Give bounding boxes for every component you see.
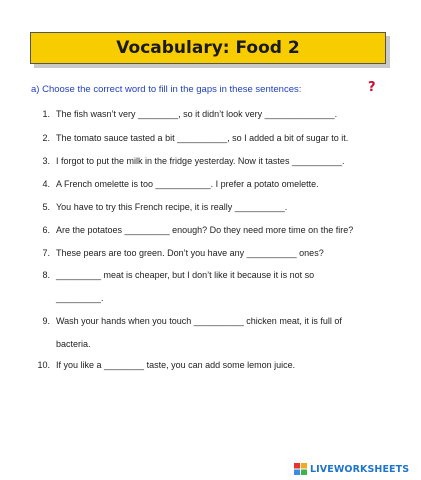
list-item-continuation [0, 336, 421, 352]
sentence-text: _________ meat is cheaper, but I don’t like it because it is not so [56, 270, 315, 280]
sentence-text: Wash your hands when you touch __________ chicken meat, it is full of [56, 316, 342, 326]
sentence-text: I forgot to put the milk in the fridge yesterday. Now it tastes __________. [56, 156, 345, 166]
instruction-text: a) Choose the correct word to fill in the gaps in these sentences: [31, 84, 302, 95]
sentence-text: bacteria. [56, 339, 91, 349]
item-number: 4. [42, 179, 50, 189]
list-item [0, 267, 421, 283]
sentence-text: These pears are too green. Don’t you have any __________ ones? [56, 248, 324, 258]
brand-name: LIVEWORKSHEETS [310, 463, 410, 475]
help-icon[interactable]: ? [368, 80, 376, 95]
sentence-text: _________. [56, 293, 104, 303]
list-item [0, 313, 421, 329]
sentence-text: The fish wasn’t very ________, so it didn’t look very ______________. [56, 109, 338, 119]
sentence-text: If you like a ________ taste, you can add some lemon juice. [56, 360, 296, 370]
item-number: 5. [42, 202, 50, 212]
list-item [0, 199, 421, 215]
list-item [0, 106, 421, 122]
item-number: 2. [42, 133, 50, 143]
item-number: 9. [42, 316, 50, 326]
item-number: 6. [42, 225, 50, 235]
list-item [0, 130, 421, 146]
item-number: 10. [37, 360, 50, 370]
sentence-text: The tomato sauce tasted a bit __________, so I added a bit of sugar to it. [56, 133, 349, 143]
sentence-text: Are the potatoes _________ enough? Do they need more time on the fire? [56, 225, 354, 235]
page-title: Vocabulary: Food 2 [116, 38, 300, 58]
title-banner [30, 32, 386, 64]
sentence-text: You have to try this French recipe, it is really __________. [56, 202, 288, 212]
item-number: 3. [42, 156, 50, 166]
list-item [0, 245, 421, 261]
list-item [0, 357, 421, 373]
item-number: 7. [42, 248, 50, 258]
item-number: 1. [42, 109, 50, 119]
list-item [0, 222, 421, 238]
sentence-text: A French omelette is too ___________. I prefer a potato omelette. [56, 179, 319, 189]
item-number: 8. [42, 270, 50, 280]
liveworksheets-logo-icon [294, 463, 307, 475]
list-item-continuation [0, 290, 421, 306]
footer-brand[interactable] [294, 463, 409, 475]
list-item [0, 153, 421, 169]
list-item [0, 176, 421, 192]
